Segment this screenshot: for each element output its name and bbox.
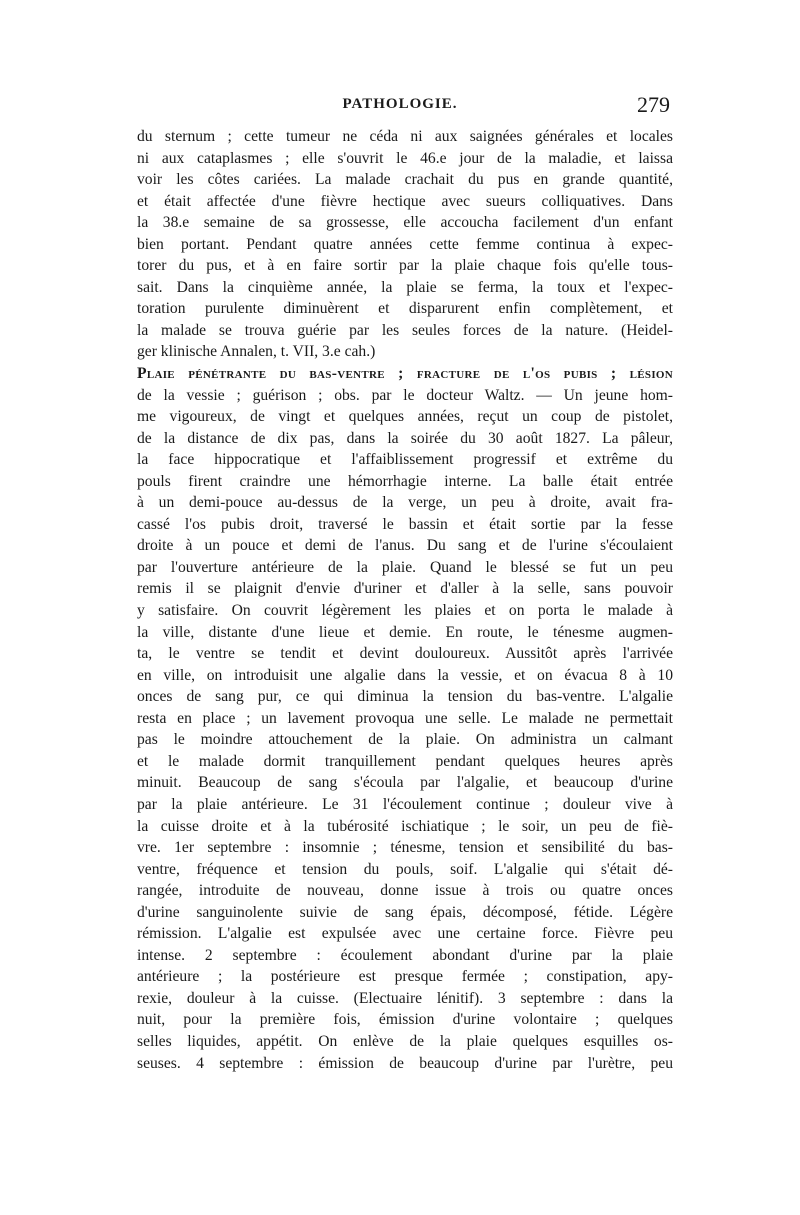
body-text bbox=[137, 126, 673, 1074]
text-line: sait. Dans la cinquième année, la plaie se ferma, la toux et l'expec- bbox=[137, 278, 673, 296]
text-line: cassé l'os pubis droit, traversé le bassin et était sortie par la fesse bbox=[137, 515, 673, 533]
text-line: en ville, on introduisit une algalie dans la vessie, et on évacua 8 à 10 bbox=[137, 666, 673, 684]
text-line: bien portant. Pendant quatre années cette femme continua à expec- bbox=[137, 235, 673, 253]
text-line: nuit, pour la première fois, émission d'urine volontaire ; quelques bbox=[137, 1011, 673, 1029]
text-line: minuit. Beaucoup de sang s'écoula par l'algalie, et beaucoup d'urine bbox=[137, 774, 673, 792]
text-line: torer du pus, et à en faire sortir par la plaie chaque fois qu'elle tous- bbox=[137, 257, 673, 275]
text-line: la 38.e semaine de sa grossesse, elle accoucha facilement d'un enfant bbox=[137, 214, 673, 232]
text-line: la ville, distante d'une lieue et demie. En route, le ténesme augmen- bbox=[137, 623, 673, 641]
text-line: ventre, fréquence et tension du pouls, soif. L'algalie qui s'était dé- bbox=[137, 860, 673, 878]
page-header bbox=[130, 92, 670, 120]
text-line: de la distance de dix pas, dans la soirée du 30 août 1827. La pâleur, bbox=[137, 429, 673, 447]
running-head: PATHOLOGIE. bbox=[342, 96, 458, 112]
text-line: et le malade dormit tranquillement pendant quelques heures après bbox=[137, 752, 673, 770]
text-line: vre. 1er septembre : insomnie ; ténesme, tension et sensibilité du bas- bbox=[137, 839, 673, 857]
text-line: me vigoureux, de vingt et quelques années, reçut un coup de pistolet, bbox=[137, 408, 673, 426]
text-line: à un demi-pouce au-dessus de la verge, un peu à droite, avait fra- bbox=[137, 494, 673, 512]
text-line: seuses. 4 septembre : émission de beaucoup d'urine par l'urètre, peu bbox=[137, 1054, 673, 1072]
text-line: ni aux cataplasmes ; elle s'ouvrit le 46.e jour de la maladie, et laissa bbox=[137, 149, 673, 167]
text-line: y satisfaire. On couvrit légèrement les plaies et on porta le malade à bbox=[137, 602, 673, 620]
text-line: rangée, introduite de nouveau, donne issue à trois ou quatre onces bbox=[137, 882, 673, 900]
text-line-citation: ger klinische Annalen, t. VII, 3.e cah.) bbox=[137, 343, 376, 361]
text-line: pas le moindre attouchement de la plaie. On administra un calmant bbox=[137, 731, 673, 749]
text-line: toration purulente diminuèrent et disparurent enfin complètement, et bbox=[137, 300, 673, 318]
section-heading-line: de la vessie ; guérison ; obs. par le docteur Waltz. — Un jeune hom- bbox=[137, 386, 673, 404]
text-line: d'urine sanguinolente suivie de sang épais, décomposé, fétide. Légère bbox=[137, 903, 673, 921]
page-number: 279 bbox=[637, 92, 670, 117]
text-line: la face hippocratique et l'affaiblissement progressif et extrême du bbox=[137, 451, 673, 469]
section-heading-line: Plaie pénétrante du bas-ventre ; fracture de l'os pubis ; lésion bbox=[137, 365, 673, 383]
text-line: rémission. L'algalie est expulsée avec une certaine force. Fièvre peu bbox=[137, 925, 673, 943]
text-line: pouls firent craindre une hémorrhagie interne. La balle était entrée bbox=[137, 472, 673, 490]
text-line: remis il se plaignit d'envie d'uriner et d'aller à la selle, sans pouvoir bbox=[137, 580, 673, 598]
text-line: par la plaie antérieure. Le 31 l'écoulement continue ; douleur vive à bbox=[137, 795, 673, 813]
text-line: et était affectée d'une fièvre hectique avec sueurs colliquatives. Dans bbox=[137, 192, 673, 210]
text-line: selles liquides, appétit. On enlève de la plaie quelques esquilles os- bbox=[137, 1032, 673, 1050]
text-line: la malade se trouva guérie par les seules forces de la nature. (Heidel- bbox=[137, 321, 673, 339]
text-line: par l'ouverture antérieure de la plaie. Quand le blessé se fut un peu bbox=[137, 558, 673, 576]
text-line: droite à un pouce et demi de l'anus. Du sang et de l'urine s'écoulaient bbox=[137, 537, 673, 555]
text-line: antérieure ; la postérieure est presque fermée ; constipation, apy- bbox=[137, 968, 673, 986]
text-line: la cuisse droite et à la tubérosité ischiatique ; le soir, un peu de fiè- bbox=[137, 817, 673, 835]
text-line: onces de sang pur, ce qui diminua la tension du bas-ventre. L'algalie bbox=[137, 688, 673, 706]
text-line: ta, le ventre se tendit et devint douloureux. Aussitôt après l'arrivée bbox=[137, 645, 673, 663]
text-line: resta en place ; un lavement provoqua une selle. Le malade ne permettait bbox=[137, 709, 673, 727]
text-line: du sternum ; cette tumeur ne céda ni aux saignées générales et locales bbox=[137, 128, 673, 145]
text-line: voir les côtes cariées. La malade crachait du pus en grande quantité, bbox=[137, 171, 673, 189]
text-line: intense. 2 septembre : écoulement abondant d'urine par la plaie bbox=[137, 946, 673, 964]
text-line: rexie, douleur à la cuisse. (Electuaire lénitif). 3 septembre : dans la bbox=[137, 989, 673, 1007]
